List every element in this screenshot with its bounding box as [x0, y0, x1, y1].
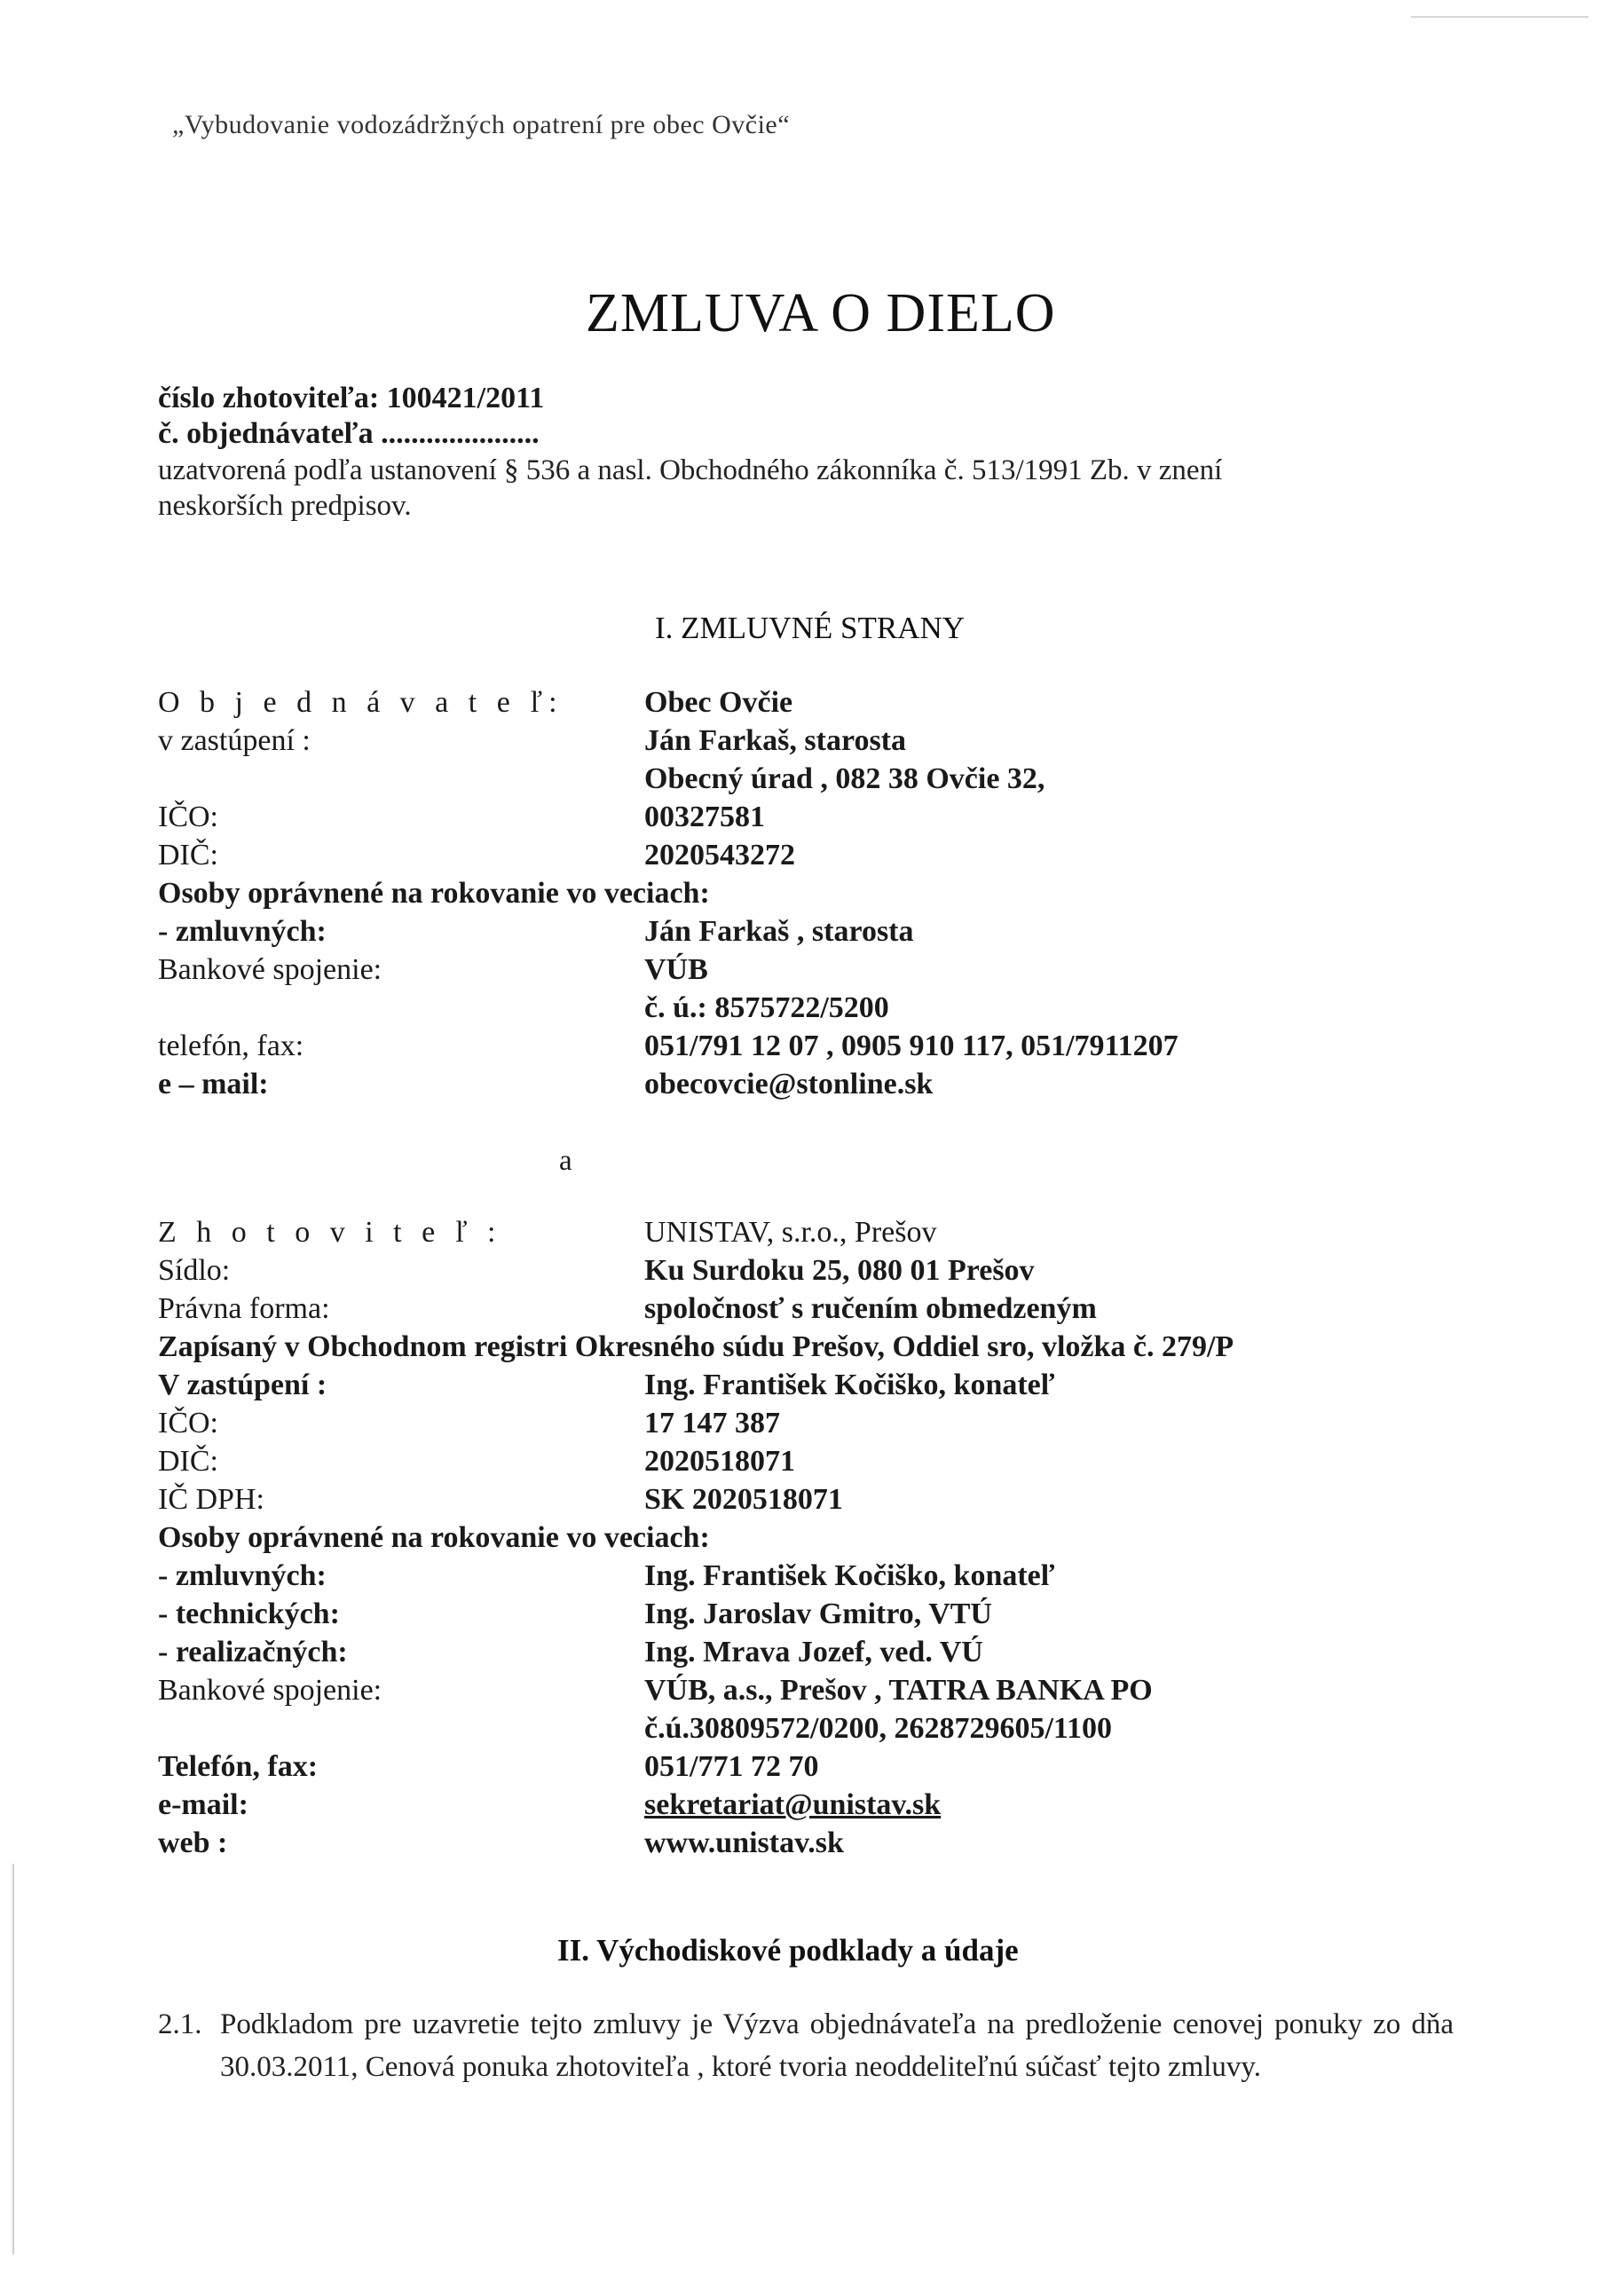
contractor-row-registry: [158, 1330, 1454, 1366]
paragraph-text: Podkladom pre uzavretie tejto zmluvy je Výzva objednávateľa na predloženie cenovej ponuky zo dňa 30.03.2011, Cenová ponuka zhotoviteľa , ktoré tvoria neoddeliteľnú súčasť tejto zmluvy.: [220, 2008, 1454, 2083]
client-label: Bankové spojenie:: [158, 953, 382, 986]
contractor-value: 2020518071: [644, 1445, 795, 1478]
client-label: e – mail:: [158, 1068, 269, 1100]
contractor-label: Právna forma:: [158, 1292, 330, 1325]
client-value: VÚB: [644, 953, 708, 986]
client-label: IČO:: [158, 801, 218, 833]
contractor-row-technical: [158, 1598, 1454, 1633]
legal-basis-line-2: neskorších predpisov.: [158, 490, 412, 522]
contractor-label: Z h o t o v i t e ľ :: [158, 1216, 502, 1249]
scan-artifact-line: [12, 1864, 14, 2254]
contractor-label: Telefón, fax:: [158, 1750, 319, 1783]
client-value: 00327581: [644, 801, 765, 833]
client-value: Ján Farkaš , starosta: [644, 915, 914, 948]
client-value: Obecný úrad , 082 38 Ovčie 32,: [644, 762, 1045, 795]
conjunction: a: [559, 1145, 572, 1177]
contractor-row-authorized: [158, 1521, 1454, 1557]
contractor-label: - realizačných:: [158, 1636, 348, 1668]
contractor-value: Ing. František Kočiško, konateľ: [644, 1559, 1055, 1592]
client-row-email: [158, 1068, 1454, 1103]
contractor-label: Zapísaný v Obchodnom registri Okresného súdu Prešov, Oddiel sro, vložka č. 279/P: [158, 1330, 1234, 1363]
contractor-value: 17 147 387: [644, 1407, 780, 1440]
client-value: Obec Ovčie: [644, 686, 793, 719]
contractor-label: e-mail:: [158, 1788, 248, 1821]
client-number: č. objednávateľa .....................: [158, 417, 540, 450]
contractor-label: IČO:: [158, 1407, 218, 1440]
legal-basis-line-1: uzatvorená podľa ustanovení § 536 a nasl. Obchodného zákonníka č. 513/1991 Zb. v znení: [158, 454, 1223, 486]
contractor-label: V zastúpení :: [158, 1369, 327, 1401]
contractor-row-contractual: [158, 1559, 1454, 1595]
contractor-value: Ing. František Kočiško, konateľ: [644, 1369, 1055, 1401]
contractor-label: - technických:: [158, 1598, 340, 1630]
client-row-authorized: [158, 877, 1454, 912]
contractor-label: IČ DPH:: [158, 1483, 264, 1516]
client-row-dic: [158, 839, 1454, 874]
client-value: 051/791 12 07 , 0905 910 117, 051/7911207: [644, 1030, 1179, 1062]
contractor-row-representative: [158, 1369, 1454, 1404]
client-label: v zastúpení :: [158, 724, 311, 757]
contractor-value: Ing. Jaroslav Gmitro, VTÚ: [644, 1598, 992, 1630]
client-row-representative: [158, 724, 1454, 760]
contractor-label: Bankové spojenie:: [158, 1674, 382, 1707]
client-row-bank: [158, 953, 1454, 989]
contractor-row-vat: [158, 1483, 1454, 1519]
contractor-value: SK 2020518071: [644, 1483, 843, 1516]
client-row-contractual: [158, 915, 1454, 951]
contractor-web-link[interactable]: www.unistav.sk: [644, 1826, 844, 1859]
client-row-ico: [158, 801, 1454, 836]
client-email-link[interactable]: obecovcie@stonline.sk: [644, 1068, 934, 1100]
client-value: č. ú.: 8575722/5200: [644, 991, 889, 1024]
contractor-row-phone: [158, 1750, 1454, 1786]
contractor-row-email: [158, 1788, 1454, 1824]
contractor-row-seat: [158, 1254, 1454, 1290]
scan-artifact: [1411, 16, 1589, 18]
client-label: DIČ:: [158, 839, 218, 872]
client-label: - zmluvných:: [158, 915, 327, 948]
contractor-email-link[interactable]: sekretariat@unistav.sk: [644, 1788, 942, 1821]
client-label: Osoby oprávnené na rokovanie vo veciach:: [158, 877, 710, 910]
document-title: ZMLUVA O DIELO: [586, 283, 1056, 343]
contractor-value: spoločnosť s ručením obmedzeným: [644, 1292, 1097, 1325]
section-1-heading: I. ZMLUVNÉ STRANY: [655, 611, 966, 645]
contractor-value: č.ú.30809572/0200, 2628729605/1100: [644, 1712, 1113, 1745]
contractor-number: číslo zhotoviteľa: 100421/2011: [158, 382, 545, 414]
contractor-row-web: [158, 1826, 1454, 1862]
client-label: telefón, fax:: [158, 1030, 304, 1062]
contractor-row-dic: [158, 1445, 1454, 1480]
client-label: O b j e d n á v a t e ľ:: [158, 686, 564, 719]
contractor-value: Ing. Mrava Jozef, ved. VÚ: [644, 1636, 983, 1668]
contractor-row-name: [158, 1216, 1454, 1251]
project-header: „Vybudovanie vodozádržných opatrení pre obec Ovčie“: [172, 110, 791, 139]
contractor-value: 051/771 72 70: [644, 1750, 819, 1783]
client-row-address: [158, 762, 1454, 798]
contractor-row-legal-form: [158, 1292, 1454, 1328]
client-row-phone: [158, 1030, 1454, 1065]
contractor-label: Sídlo:: [158, 1254, 231, 1287]
client-row-name: [158, 686, 1454, 722]
paragraph-2-1: [158, 2003, 1454, 2088]
contractor-label: web :: [158, 1826, 228, 1859]
contractor-row-ico: [158, 1407, 1454, 1442]
client-value: 2020543272: [644, 839, 795, 872]
client-row-account: [158, 991, 1454, 1027]
section-2-heading: II. Východiskové podklady a údaje: [557, 1933, 1019, 1968]
contractor-row-realization: [158, 1636, 1454, 1671]
paragraph-number: 2.1.: [158, 2008, 202, 2040]
contractor-value: Ku Surdoku 25, 080 01 Prešov: [644, 1254, 1035, 1287]
contractor-row-bank: [158, 1674, 1454, 1709]
contractor-label: DIČ:: [158, 1445, 218, 1478]
contractor-value: VÚB, a.s., Prešov , TATRA BANKA PO: [644, 1674, 1153, 1707]
client-value: Ján Farkaš, starosta: [644, 724, 906, 757]
contractor-row-accounts: [158, 1712, 1454, 1747]
contractor-label: Osoby oprávnené na rokovanie vo veciach:: [158, 1521, 710, 1554]
contractor-value: UNISTAV, s.r.o., Prešov: [644, 1216, 937, 1249]
contractor-label: - zmluvných:: [158, 1559, 327, 1592]
